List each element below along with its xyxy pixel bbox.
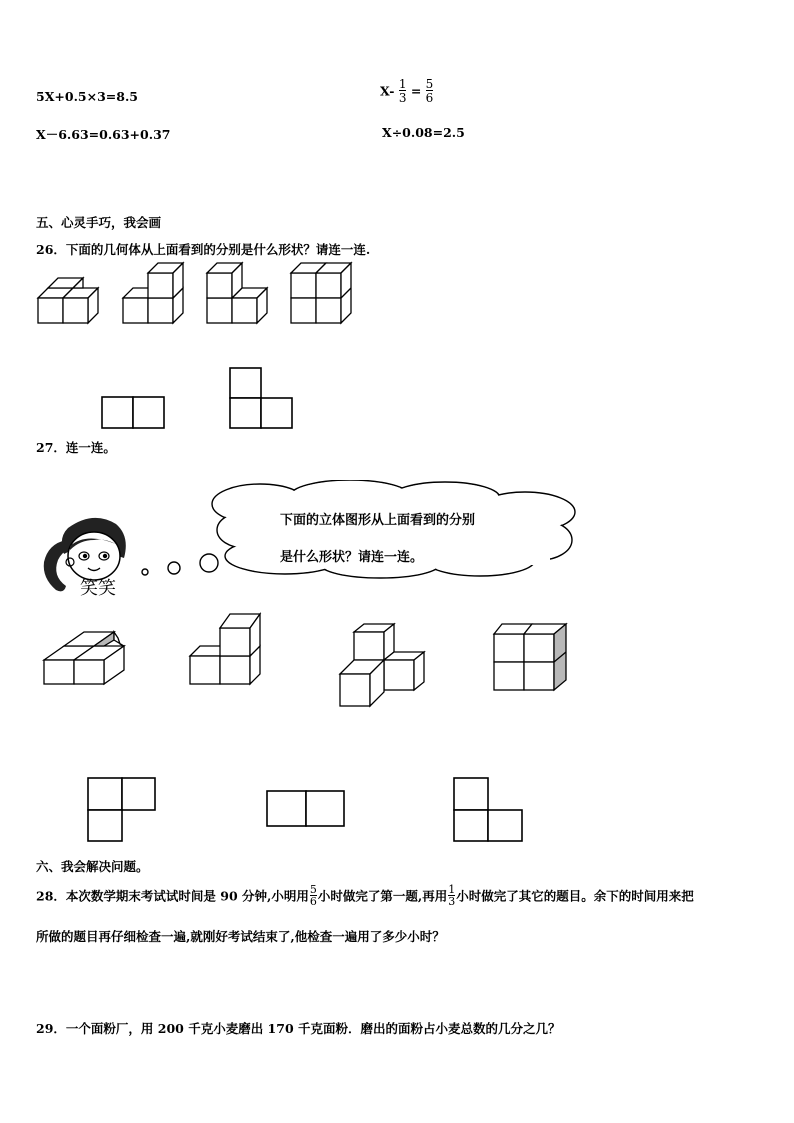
q26-views: [100, 366, 300, 430]
section-5-heading: 五、心灵手巧，我会画: [36, 215, 162, 230]
q26-solid-1: [38, 278, 98, 323]
bubble-dot-medium: [168, 562, 180, 574]
q26-solid-2: [123, 263, 183, 323]
fraction-five-sixths: $\frac{5}{6}$: [425, 77, 434, 105]
q27-view-two-squares: [267, 791, 344, 826]
q26-view-two-squares: [102, 397, 164, 428]
question-27: 27．连一连。: [36, 440, 116, 455]
q27-view-l-bottom: [454, 778, 522, 841]
equals-sign: =: [410, 83, 422, 99]
equation-3: X－6.63=0.63+0.37: [36, 127, 171, 142]
equation-4: X÷0.08=2.5: [382, 125, 465, 140]
fraction-one-third: $\frac{1}{3}$: [398, 77, 407, 105]
q26-solid-3: [207, 263, 267, 323]
equation-2: [380, 78, 433, 104]
q26-solid-4: [291, 263, 351, 323]
question-26: 26．下面的几何体从上面看到的分别是什么形状？请连一连.: [36, 242, 371, 257]
thought-bubble: [140, 480, 585, 580]
question-28-line-2: 所做的题目再仔细检查一遍,就刚好考试结束了,他检查一遍用了多少小时？: [36, 929, 445, 944]
q28-text-c: 小时做完了其它的题目。余下的时间用来把: [456, 888, 694, 904]
q27-solid-1: [44, 632, 124, 684]
q27-solids: [40, 608, 575, 712]
q27-solid-3: [340, 624, 424, 706]
bubble-text-line-2: 是什么形状？请连一连。: [280, 550, 424, 565]
section-6-heading: 六、我会解决问题。: [36, 859, 149, 874]
fraction-five-sixths-hours: $\frac{5}{6}$: [309, 883, 317, 908]
q27-solid-2: [190, 614, 260, 684]
q27-views: [86, 776, 526, 842]
equation-2-prefix: X-: [380, 83, 395, 99]
girl-label: 笑笑: [80, 578, 116, 599]
q28-text-b: 小时做完了第一题,再用: [317, 888, 448, 904]
q27-view-l-top: [88, 778, 155, 841]
question-28-line-1: [36, 884, 694, 907]
q27-solid-4: [494, 624, 566, 690]
bubble-dot-small: [142, 569, 148, 575]
q26-solids: [36, 258, 366, 326]
q28-text-a: 28．本次数学期末考试试时间是 90 分钟,小明用: [36, 888, 309, 904]
bubble-dot-large: [200, 554, 218, 572]
question-29: 29．一个面粉厂，用 200 千克小麦磨出 170 千克面粉．磨出的面粉占小麦总数的几分之几？: [36, 1021, 561, 1036]
q26-view-l-shape: [230, 368, 292, 428]
equation-1: 5X+0.5×3=8.5: [36, 89, 139, 104]
fraction-one-third-hours: $\frac{1}{3}$: [448, 883, 456, 908]
bubble-text-line-1: 下面的立体图形从上面看到的分别: [280, 513, 476, 528]
